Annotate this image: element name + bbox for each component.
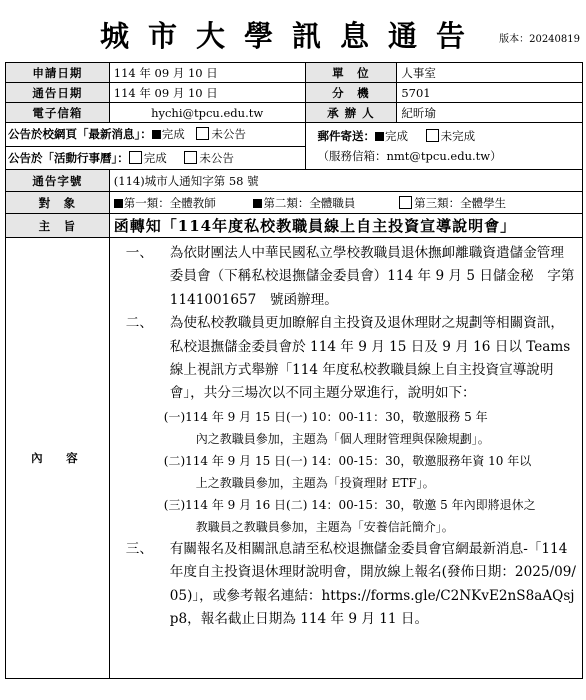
paragraph-number: 一、 <box>125 245 153 261</box>
checkbox-checked-icon[interactable] <box>375 132 384 141</box>
ext-value: 5701 <box>397 83 583 103</box>
paragraph-number: 二、 <box>125 315 153 332</box>
checkbox-checked-icon[interactable] <box>253 199 262 208</box>
apply-date-value: 114 年 09 月 10 日 <box>109 63 305 83</box>
audience-value <box>109 192 582 214</box>
notice-form-table <box>5 62 583 679</box>
publish-web-cell <box>6 123 306 170</box>
publish-web-row <box>6 123 305 147</box>
checkbox-empty-icon[interactable] <box>129 151 142 164</box>
audience-cat2: 第二類：全體職員 <box>263 195 356 210</box>
content-paragraph-2 <box>120 312 576 406</box>
session-item-2 <box>164 450 576 494</box>
subject-label: 主 旨 <box>6 214 110 238</box>
content-paragraph-3 <box>120 538 576 632</box>
version-label: 版本：20240819 <box>499 34 580 45</box>
document-title: 城市大學訊息通告 <box>100 19 485 53</box>
email-value: hychi@tpcu.edu.tw <box>109 103 305 123</box>
mail-send-row <box>318 126 579 146</box>
paragraph-number: 三、 <box>125 540 153 557</box>
mail-send-done: 完成 <box>385 129 408 143</box>
title-row <box>0 0 586 62</box>
mail-send-cell <box>305 123 583 170</box>
session-line: 上之教職員參加，主題為「投資理財 ETF」。 <box>195 475 435 490</box>
apply-date-label: 申請日期 <box>6 63 110 83</box>
notice-date-value: 114 年 09 月 10 日 <box>109 83 305 103</box>
audience-label: 對 象 <box>6 192 110 214</box>
notice-no-label: 通告字號 <box>6 170 110 192</box>
publish-events-not: 未公告 <box>199 151 234 165</box>
publish-web-label: 公告於校網頁「最新消息」： <box>8 127 152 141</box>
audience-cat3: 第三類：全體學生 <box>414 195 507 210</box>
publish-events-row <box>6 147 305 169</box>
handler-label: 承 辦 人 <box>305 103 397 123</box>
session-line: (一)114 年 9 月 15 日(一) 10：00-11：30，敬邀服務 5 年 <box>163 409 488 424</box>
session-line: (三)114 年 9 月 16 日(二) 14：00-15：30，敬邀 5 年內即將退休之 <box>163 497 536 512</box>
session-item-1 <box>164 406 576 450</box>
notice-no-value: (114)城市人通知字第 58 號 <box>109 170 582 192</box>
checkbox-empty-icon[interactable] <box>196 127 209 140</box>
checkbox-checked-icon[interactable] <box>152 130 161 139</box>
publish-events-label: 公告於「活動行事曆」： <box>8 151 129 165</box>
session-line: 教職員之教職員參加，主題為「安養信託簡介」。 <box>195 519 454 534</box>
checkbox-empty-icon[interactable] <box>426 129 439 142</box>
email-label: 電子信箱 <box>6 103 110 123</box>
subject-value: 函轉知「114年度私校教職員線上自主投資宣導說明會」 <box>109 214 582 238</box>
checkbox-empty-icon[interactable] <box>399 196 412 209</box>
checkbox-checked-icon[interactable] <box>114 199 123 208</box>
publish-events-done: 完成 <box>143 151 167 165</box>
handler-value: 紀昕瑜 <box>397 103 583 123</box>
paragraph-text: 為依財團法人中華民國私立學校教職員退休撫卹離職資遣儲金管理委員會（下稱私校退撫儲金委員會）114 年 9 月 5 日儲金秘 字第 1141001657 號函辦理。 <box>169 245 575 308</box>
ext-label: 分 機 <box>305 83 397 103</box>
content-paragraph-1 <box>120 242 576 312</box>
mail-service: （服務信箱：nmt@tpcu.edu.tw） <box>317 149 502 163</box>
session-line: (二)114 年 9 月 15 日(一) 14：00-15：30，敬邀服務年資 10 年以 <box>163 453 532 468</box>
session-list <box>120 406 576 538</box>
publish-web-done: 完成 <box>161 127 185 141</box>
content-label: 內 容 <box>6 238 110 679</box>
paragraph-text: 有關報名及相關訊息請至私校退撫儲金委員會官網最新消息-「114 年度自主投資退休理財說明會，開放線上報名(發佈日期：2025/09/05)」，或參考報名連結：https://forms.gle/C2NKvE2nS8aAQsjp8，報名截止日期為 114 年 9 月 11 日。 <box>169 540 576 628</box>
mail-send-not: 未完成 <box>440 129 476 143</box>
content-body <box>109 238 582 679</box>
notice-date-label: 通告日期 <box>6 83 110 103</box>
mail-send-label: 郵件寄送： <box>317 129 375 143</box>
audience-cat1: 第一類：全體教師 <box>123 195 216 210</box>
publish-web-not: 未公告 <box>211 127 246 141</box>
unit-label: 單 位 <box>305 63 397 83</box>
checkbox-empty-icon[interactable] <box>184 151 197 164</box>
session-item-3 <box>164 494 576 538</box>
paragraph-text: 為使私校教職員更加瞭解自主投資及退休理財之規劃等相關資訊，私校退撫儲金委員會於 114 年 9 月 15 日及 9 月 16 日以 Teams 線上視訊方式舉辦「114 年度私校教職員線上自主投資宣導說明會」，共分三場次以不同主題分眾進行，說明如下： <box>169 315 571 402</box>
session-line: 內之教職員參加，主題為「個人理財管理與保險規劃」。 <box>195 431 490 446</box>
unit-value: 人事室 <box>397 63 583 83</box>
